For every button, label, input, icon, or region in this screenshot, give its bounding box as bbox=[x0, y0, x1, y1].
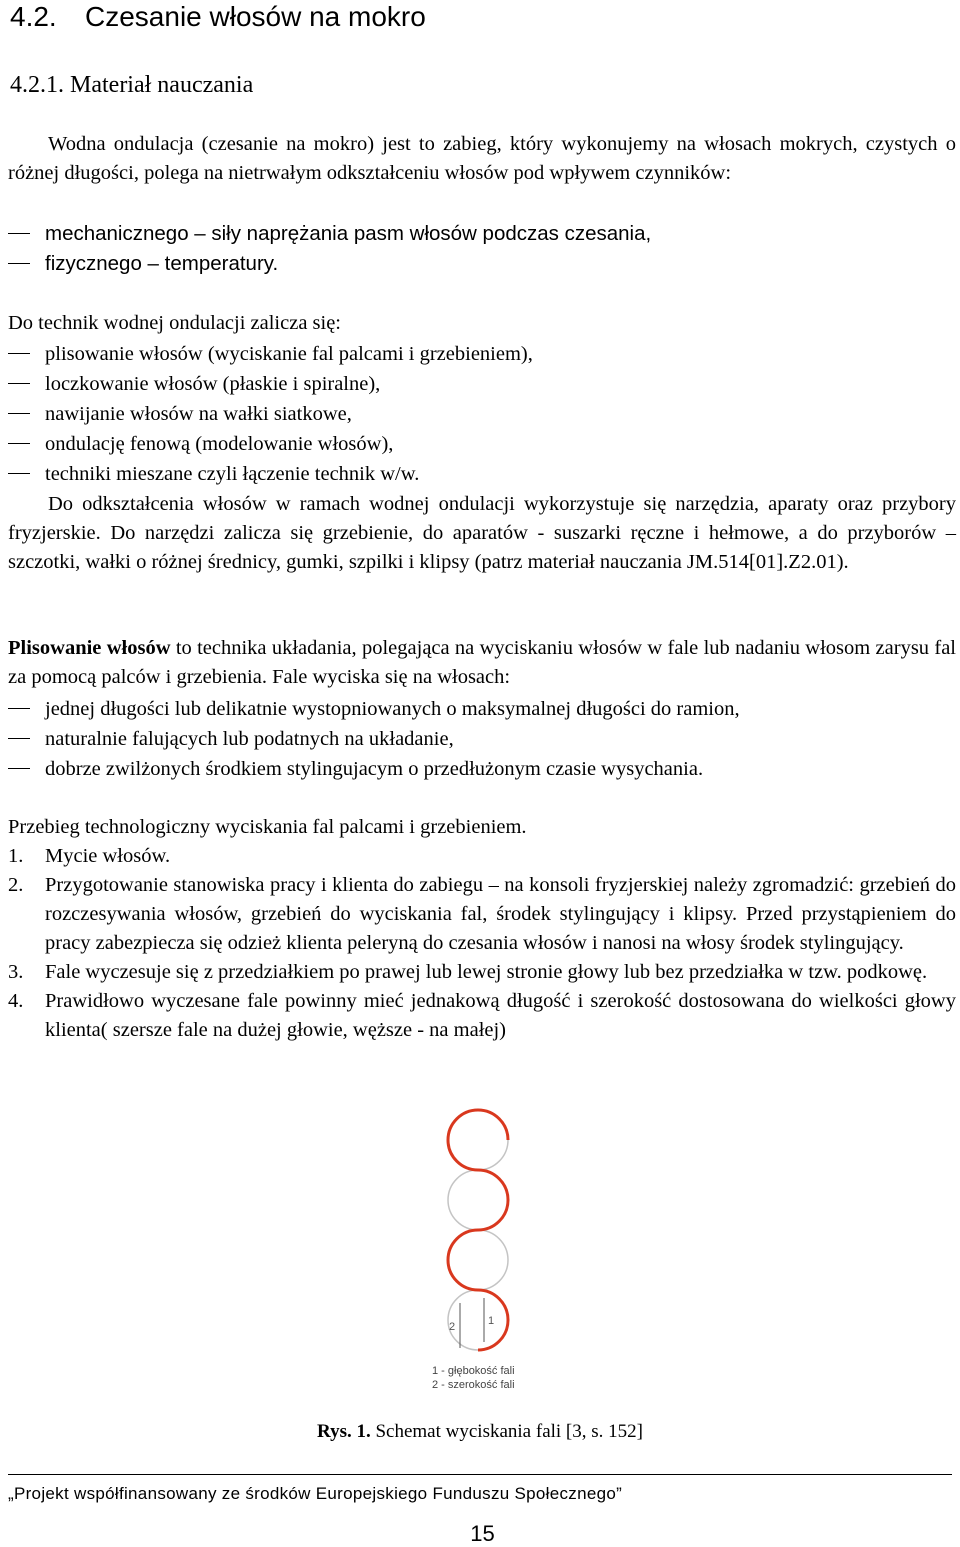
dash-bullet bbox=[8, 738, 30, 739]
dash-bullet bbox=[8, 708, 30, 709]
procedure-step bbox=[8, 871, 956, 958]
wave-diagram bbox=[420, 1108, 540, 1408]
list-item-text: ondulację fenową (modelowanie włosów), bbox=[45, 433, 394, 455]
dash-bullet bbox=[8, 263, 30, 264]
step-number: 4. bbox=[8, 990, 24, 1012]
list-item bbox=[8, 339, 956, 369]
procedure-step bbox=[8, 987, 956, 1045]
list-item bbox=[8, 754, 956, 784]
factor-list bbox=[8, 219, 956, 279]
caption-label: Rys. 1. bbox=[317, 1421, 371, 1442]
step-number: 1. bbox=[8, 845, 24, 867]
list-item-text: loczkowanie włosów (płaskie i spiralne), bbox=[45, 373, 381, 395]
list-item bbox=[8, 429, 956, 459]
depth-label: 1 bbox=[488, 1315, 495, 1327]
procedure-title: Przebieg technologiczny wyciskania fal palcami i grzebieniem. bbox=[8, 816, 527, 838]
dash-bullet bbox=[8, 353, 30, 354]
step-text: Mycie włosów. bbox=[45, 845, 171, 867]
list-item bbox=[8, 369, 956, 399]
list-item bbox=[8, 459, 956, 489]
wave-segment bbox=[478, 1170, 508, 1200]
list-item-text: fizycznego – temperatury. bbox=[45, 252, 279, 275]
tools-paragraph: Do odkształcenia włosów w ramach wodnej ondulacji wykorzystuje się narzędzia, aparaty oraz przybory fryzjerskie. Do narzędzi zalicza się grzebienie, do aparatów - suszarki ręczne i hełmowe, a do przyborów – szczotki, wałki o różnej średnicy, gumki, szpilki i klipsy (patrz materiał nauczania JM.514[01].Z2.01). bbox=[8, 493, 956, 573]
hair-conditions-list bbox=[8, 694, 956, 784]
list-item-text: nawijanie włosów na wałki siatkowe, bbox=[45, 403, 352, 425]
section-heading bbox=[10, 0, 426, 34]
plisowanie-term: Plisowanie włosów bbox=[8, 637, 171, 659]
list-item-text: plisowanie włosów (wyciskanie fal palcami i grzebieniem), bbox=[45, 343, 533, 365]
dash-bullet bbox=[8, 473, 30, 474]
list-item-text: dobrze zwilżonych środkiem stylingujacym o przedłużonym czasie wysychania. bbox=[45, 758, 704, 780]
wave-segment bbox=[448, 1110, 508, 1140]
width-label: 2 bbox=[449, 1321, 456, 1333]
plisowanie-text: to technika układania, polegająca na wyciskaniu włosów w fale lub nadaniu włosom zarysu fal za pomocą palców i grzebienia. Fale wyciska się na włosach: bbox=[8, 637, 956, 688]
step-text: Prawidłowo wyczesane fale powinny mieć jednakową długość i szerokość dostosowana do wielkości głowy klienta( szersze fale na dużej głowie, węższe - na małej) bbox=[45, 990, 956, 1041]
section-title: Czesanie włosów na mokro bbox=[85, 1, 426, 32]
legend-width: 2 - szerokość fali bbox=[432, 1379, 515, 1391]
wave-segment bbox=[448, 1230, 478, 1260]
dash-bullet bbox=[8, 383, 30, 384]
step-text: Przygotowanie stanowiska pracy i klienta do zabiegu – na konsoli fryzjerskiej należy zgromadzić: grzebień do rozczesywania włosów, grzebień do wyciskania fal, środek stylingujący i klipsy. Przed przystąpieniem do pracy zabezpiecza się odzież klienta peleryną do czesania włosów i nanosi na włosy środek stylingujący. bbox=[45, 874, 956, 954]
dash-bullet bbox=[8, 413, 30, 414]
section-number: 4.2. bbox=[10, 1, 57, 32]
page-number: 15 bbox=[470, 1521, 495, 1546]
intro-paragraph: Wodna ondulacja (czesanie na mokro) jest to zabieg, który wykonujemy na włosach mokrych, czystych o różnej długości, polega na nietrwałym odkształceniu włosów pod wpływem czynników: bbox=[8, 133, 956, 184]
caption-text: Schemat wyciskania fali [3, s. 152] bbox=[370, 1421, 643, 1442]
dash-bullet bbox=[8, 233, 30, 234]
subsection-heading: 4.2.1. Materiał nauczania bbox=[10, 72, 254, 98]
dash-bullet bbox=[8, 443, 30, 444]
footer-divider bbox=[8, 1474, 952, 1475]
procedure-step bbox=[8, 842, 956, 871]
techniques-intro: Do technik wodnej ondulacji zalicza się: bbox=[8, 312, 342, 334]
step-text: Fale wyczesuje się z przedziałkiem po prawej lub lewej stronie głowy lub bez przedziałka w tzw. podkowę. bbox=[45, 961, 928, 983]
step-number: 3. bbox=[8, 961, 24, 983]
legend-depth: 1 - głębokość fali bbox=[432, 1365, 515, 1377]
plisowanie-paragraph bbox=[8, 634, 956, 692]
list-item bbox=[8, 694, 956, 724]
list-item bbox=[8, 249, 956, 279]
wave-segment bbox=[448, 1140, 478, 1170]
figure-caption bbox=[0, 1419, 960, 1445]
procedure-steps bbox=[8, 842, 956, 1045]
wave-segment bbox=[448, 1260, 478, 1290]
wave-segment bbox=[478, 1200, 508, 1230]
dash-bullet bbox=[8, 768, 30, 769]
list-item bbox=[8, 724, 956, 754]
list-item-text: techniki mieszane czyli łączenie technik w/w. bbox=[45, 463, 420, 485]
list-item bbox=[8, 399, 956, 429]
footer-text: „Projekt współfinansowany ze środków Europejskiego Funduszu Społecznego” bbox=[8, 1484, 623, 1503]
step-number: 2. bbox=[8, 874, 24, 896]
list-item bbox=[8, 219, 956, 249]
techniques-list bbox=[8, 339, 956, 489]
procedure-step bbox=[8, 958, 956, 987]
list-item-text: mechanicznego – siły naprężania pasm włosów podczas czesania, bbox=[45, 222, 652, 245]
list-item-text: jednej długości lub delikatnie wystopniowanych o maksymalnej długości do ramion, bbox=[45, 698, 740, 720]
list-item-text: naturalnie falujących lub podatnych na układanie, bbox=[45, 728, 454, 750]
